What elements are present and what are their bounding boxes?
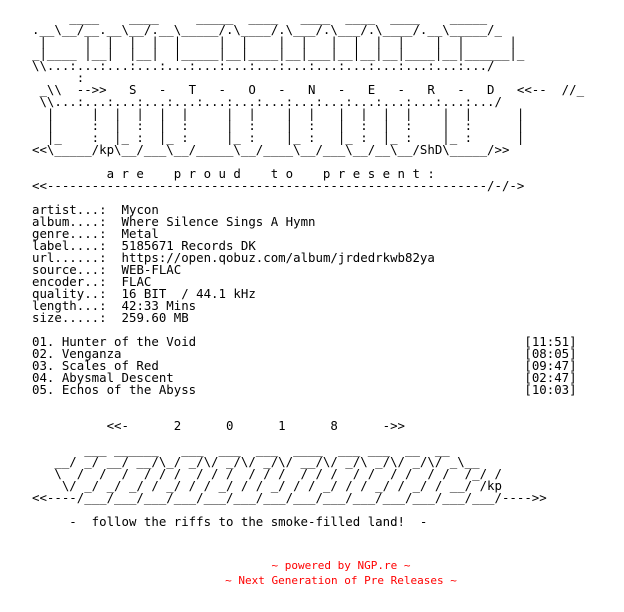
header-ascii-art-line: .__\__/__.__\__/.__\_____/.\____/.\___/.\___/.\____/.__\_____/_	[32, 22, 502, 37]
nfo-text	[32, 12, 584, 528]
footer-ascii-art-line: <<----/___/___/___/___/___/___/___/___/___/___/___/___/___/___/---->>	[32, 490, 547, 505]
header-ascii-art-line: _\\ -->> S - T - O - N - E - R - D <<-- //_	[32, 82, 585, 97]
header-ascii-art-line: ____ ____ _____ ____ ____ ____ ____ _____	[32, 10, 488, 25]
info-value: https://open.qobuz.com/album/jrdedrkwb82ya	[121, 250, 435, 265]
track-duration: [11:51]	[524, 334, 577, 349]
track-duration: [08:05]	[524, 346, 577, 361]
track-title: 05. Echos of the Abyss	[32, 382, 197, 397]
header-ascii-art-line: | | | | | | | | | | | | | | | | |	[32, 34, 517, 49]
info-value: Mycon	[121, 202, 159, 217]
tagline: - follow the riffs to the smoke-filled land! -	[32, 514, 428, 529]
info-key: source...:	[32, 262, 107, 277]
header-ascii-art-line: | | | | | | | | | | | | | | | | |	[32, 106, 525, 121]
info-key: length...:	[32, 298, 107, 313]
info-value: 16 BIT / 44.1 kHz	[121, 286, 256, 301]
info-value: FLAC	[121, 274, 152, 289]
info-key: encoder..:	[32, 274, 107, 289]
track-title: 02. Venganza	[32, 346, 122, 361]
info-value: 259.60 MB	[121, 310, 189, 325]
track-duration: [09:47]	[524, 358, 577, 373]
info-value: 5185671 Records DK	[121, 238, 256, 253]
footer-ascii-art-line: \ / / / / / / / / / / / / / / / / / / / / / /_/ /	[32, 466, 502, 481]
info-key: artist...:	[32, 202, 107, 217]
header-ascii-art-line: \\...:...:...:...:...:...:...:...:...:...:...:...:...:...:.../	[32, 94, 502, 109]
info-key: label....:	[32, 238, 107, 253]
header-ascii-art-line: :	[32, 70, 85, 85]
footer-ascii-art-line: \/ _/ _/ _/ / _/ / / _/ / / _/ / / _/ / / _/ / _/ / __/ /kp	[32, 478, 502, 493]
info-row	[32, 310, 189, 325]
track-row	[32, 382, 577, 397]
footer-ascii-art-line: __/ _/ __/ __/\_/ _/\/ _/\/ _/\/ __/\/ _/\ _/\/ _/\/ _\__	[32, 454, 480, 469]
track-duration: [10:03]	[524, 382, 577, 397]
footer-next-generation: ~ Next Generation of Pre Releases ~	[225, 574, 457, 587]
info-value: Metal	[121, 226, 159, 241]
info-key: quality..:	[32, 286, 107, 301]
header-ascii-art-line: | : | : | : | : | : | : | : | : |	[32, 118, 525, 133]
info-key: url......:	[32, 250, 107, 265]
intro-text: a r e p r o u d t o p r e s e n t :	[32, 166, 435, 181]
info-key: size.....:	[32, 310, 107, 325]
footer-powered-by: ~ powered by NGP.re ~	[271, 559, 411, 572]
header-ascii-art-line: |_ : |_ : |_ : |_ : |_ : |_ : |_ : |_ : |	[32, 130, 525, 145]
footer-ascii-art-line: ___ ______ ___ ___ ___ ____ ___ ___ __ __	[32, 442, 450, 457]
info-value: Where Silence Sings A Hymn	[121, 214, 316, 229]
info-key: genre....:	[32, 226, 107, 241]
header-ascii-art-line: _|____ |__| |__| |_____|__|____|__|___|__|__|__|____|__|______|_	[32, 46, 525, 61]
track-title: 04. Abysmal Descent	[32, 370, 174, 385]
track-title: 03. Scales of Red	[32, 358, 159, 373]
track-duration: [02:47]	[524, 370, 577, 385]
track-title: 01. Hunter of the Void	[32, 334, 197, 349]
info-value: WEB-FLAC	[121, 262, 182, 277]
divider-line: <<-----------------------------------------------------------/-/->	[32, 178, 525, 193]
header-ascii-art-line: \\...:...:...:...:...:...:...:...:...:...:...:...:...:...:.../	[32, 58, 495, 73]
header-ascii-art-line: <<\_____/kp\__/___\__/_____\__/____\__/___\__/__\__/ShD\_____/>>	[32, 142, 510, 157]
info-value: 42:33 Mins	[121, 298, 197, 313]
info-key: album....:	[32, 214, 107, 229]
year-line: <<- 2 0 1 8 ->>	[32, 418, 405, 433]
